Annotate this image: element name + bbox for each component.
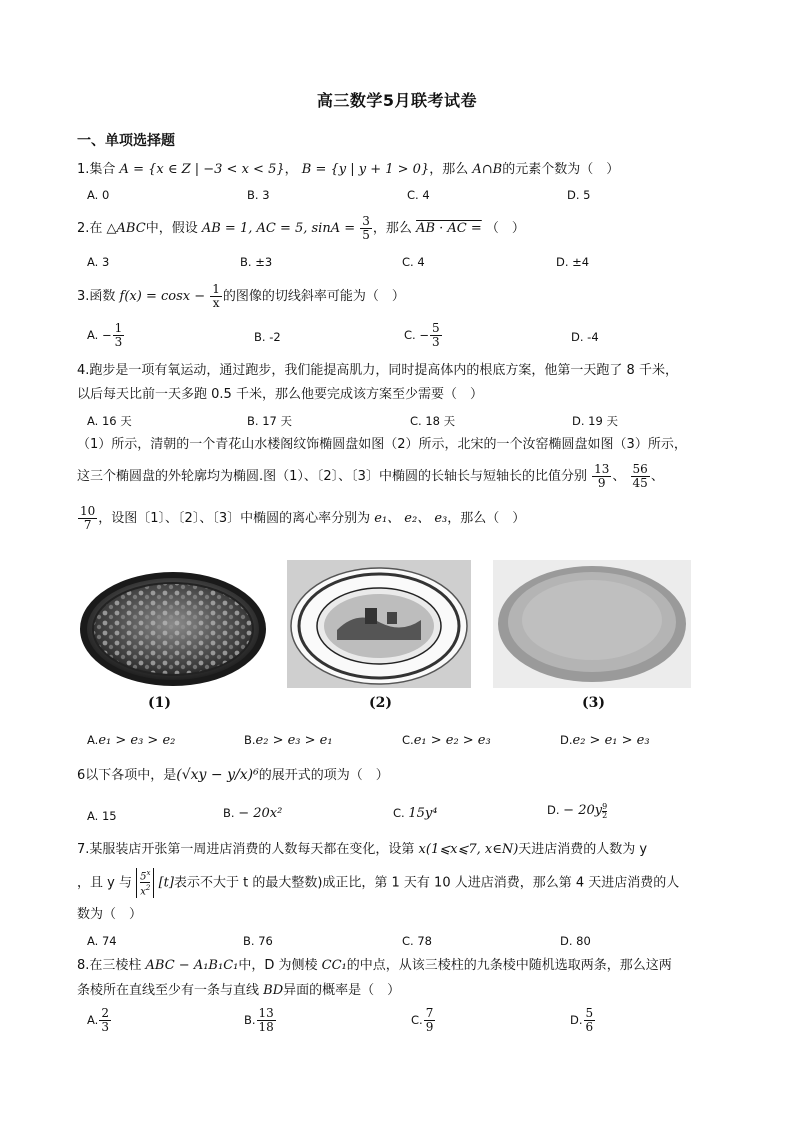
- option-a: A. 74: [87, 934, 117, 948]
- question-7-line-3: 数为（ ）: [77, 907, 143, 922]
- fraction: $\frac{10}{7}$: [80, 504, 96, 532]
- question-7-line-2: ，且 y 与 $\frac{5^x}{x^2}$ [t]表示不大于 t 的最大整数)成正比，第 1 天有 10 人进店消费，那么第 4 天进店消费的人: [77, 869, 680, 898]
- figure-caption-1: (1): [148, 695, 171, 711]
- option-c: C. 15y⁴: [393, 806, 438, 821]
- fraction: $\frac{3}{5}$: [362, 214, 370, 242]
- ru-ware-plate-image: [493, 560, 691, 688]
- option-a: A. 0: [87, 188, 110, 202]
- option-c: C. 4: [402, 255, 425, 269]
- option-c: C. 4: [407, 188, 430, 202]
- option-d: D. ±4: [556, 255, 590, 269]
- option-b: B. -2: [254, 330, 281, 344]
- option-d: D. $\frac{5}{6}$: [570, 1006, 594, 1034]
- option-a: A. 3: [87, 255, 110, 269]
- intersection-expr: A∩B: [472, 162, 503, 177]
- option-b: B. $\frac{13}{18}$: [244, 1006, 274, 1034]
- vector-expr: AB · AC =: [416, 221, 482, 236]
- option-a: A. $\frac{2}{3}$: [87, 1006, 109, 1034]
- question-8-line-2: 条棱所在直线至少有一条与直线 BD异面的概率是（ ）: [77, 983, 401, 998]
- option-a: A.e₁ > e₃ > e₂: [87, 733, 176, 748]
- option-a: A. − $\frac{1}{3}$: [87, 321, 123, 349]
- option-b: B. 17 天: [247, 414, 292, 428]
- question-5-line-1: （1）所示，清朝的一个青花山水楼阁纹饰椭圆盘如图（2）所示，北宋的一个汝窑椭圆盘如图（3）所示，: [77, 437, 687, 452]
- option-c: C.e₁ > e₂ > e₃: [402, 733, 491, 748]
- option-c: C. − $\frac{5}{3}$: [404, 321, 440, 349]
- section-heading: 一、单项选择题: [77, 133, 175, 149]
- option-d: D.e₂ > e₁ > e₃: [560, 733, 650, 748]
- blue-white-plate-image: [287, 560, 471, 688]
- option-b: B. 76: [243, 934, 273, 948]
- option-b: B.e₂ > e₃ > e₁: [244, 733, 333, 748]
- question-2: 2.在 △ABC中，假设 AB = 1, AC = 5, sinA = $\frac{3}{5}$ ，那么 AB · AC = （ ）: [77, 214, 525, 242]
- question-4-line-1: 4.跑步是一项有氧运动，通过跑步，我们能提高肌力，同时提高体内的根底方案，他第一天跑了 8 千米，: [77, 363, 678, 378]
- option-c: C. 18 天: [410, 414, 456, 428]
- question-5-line-3: $\frac{10}{7}$ ，设图〔1〕、〔2〕、〔3〕中椭圆的离心率分别为 e₁、 e₂、 e₃，那么（ ）: [80, 504, 526, 532]
- question-5-line-2: 这三个椭圆盘的外轮廓均为椭圆.图（1）、〔2〕、〔3〕中椭圆的长轴长与短轴长的比值分别 $\frac{13}{9}$ 、 $\frac{56}{45}$ 、: [77, 462, 664, 490]
- binomial-expr: (√xy − y/x)⁶: [176, 767, 259, 783]
- option-d: D. 80: [560, 934, 591, 948]
- option-d: D. 19 天: [572, 414, 618, 428]
- option-c: C. 78: [402, 934, 432, 948]
- option-b: B. − 20x²: [223, 806, 283, 821]
- lacquer-plate-image: [78, 570, 268, 688]
- question-7-line-1: 7.某服装店开张第一周进店消费的人数每天都在变化，设第 x(1⩽x⩽7, x∈N)天进店消费的人数为 y: [77, 842, 648, 857]
- option-d: D. − 20y $\frac{9}{2}$: [547, 802, 608, 820]
- option-b: B. ±3: [240, 255, 273, 269]
- option-a: A. 16 天: [87, 414, 132, 428]
- question-8-line-1: 8.在三棱柱 ABC − A₁B₁C₁中，D 为侧棱 CC₁的中点，从该三棱柱的九条棱中随机选取两条，那么这两: [77, 958, 672, 973]
- question-4-line-2: 以后每天比前一天多跑 0.5 千米，那么他要完成该方案至少需要（ ）: [77, 387, 483, 402]
- figure-caption-2: (2): [369, 695, 392, 711]
- option-c: C. $\frac{7}{9}$: [411, 1006, 434, 1034]
- figure-caption-3: (3): [582, 695, 605, 711]
- fraction: $\frac{1}{x}$: [212, 282, 220, 310]
- option-a: A. 15: [87, 809, 117, 823]
- set-a: A = {x ∈ Z | −3 < x < 5}: [119, 162, 285, 177]
- question-1: 1.集合 A = {x ∈ Z | −3 < x < 5}， B = {y | y + 1 > 0}，那么 A∩B的元素个数为（ ）: [77, 162, 620, 177]
- option-d: D. -4: [571, 330, 599, 344]
- set-b: B = {y | y + 1 > 0}: [301, 162, 430, 177]
- option-b: B. 3: [247, 188, 270, 202]
- fraction: $\frac{13}{9}$: [594, 462, 610, 490]
- question-3: 3.函数 f(x) = cosx − $\frac{1}{x}$ 的图像的切线斜率可能为（ ）: [77, 282, 405, 310]
- option-d: D. 5: [567, 188, 591, 202]
- question-6: 6以下各项中，是(√xy − y/x)⁶的展开式的项为（ ）: [77, 767, 389, 783]
- page-title: 高三数学5月联考试卷: [316, 91, 478, 110]
- fraction: $\frac{56}{45}$: [632, 462, 648, 490]
